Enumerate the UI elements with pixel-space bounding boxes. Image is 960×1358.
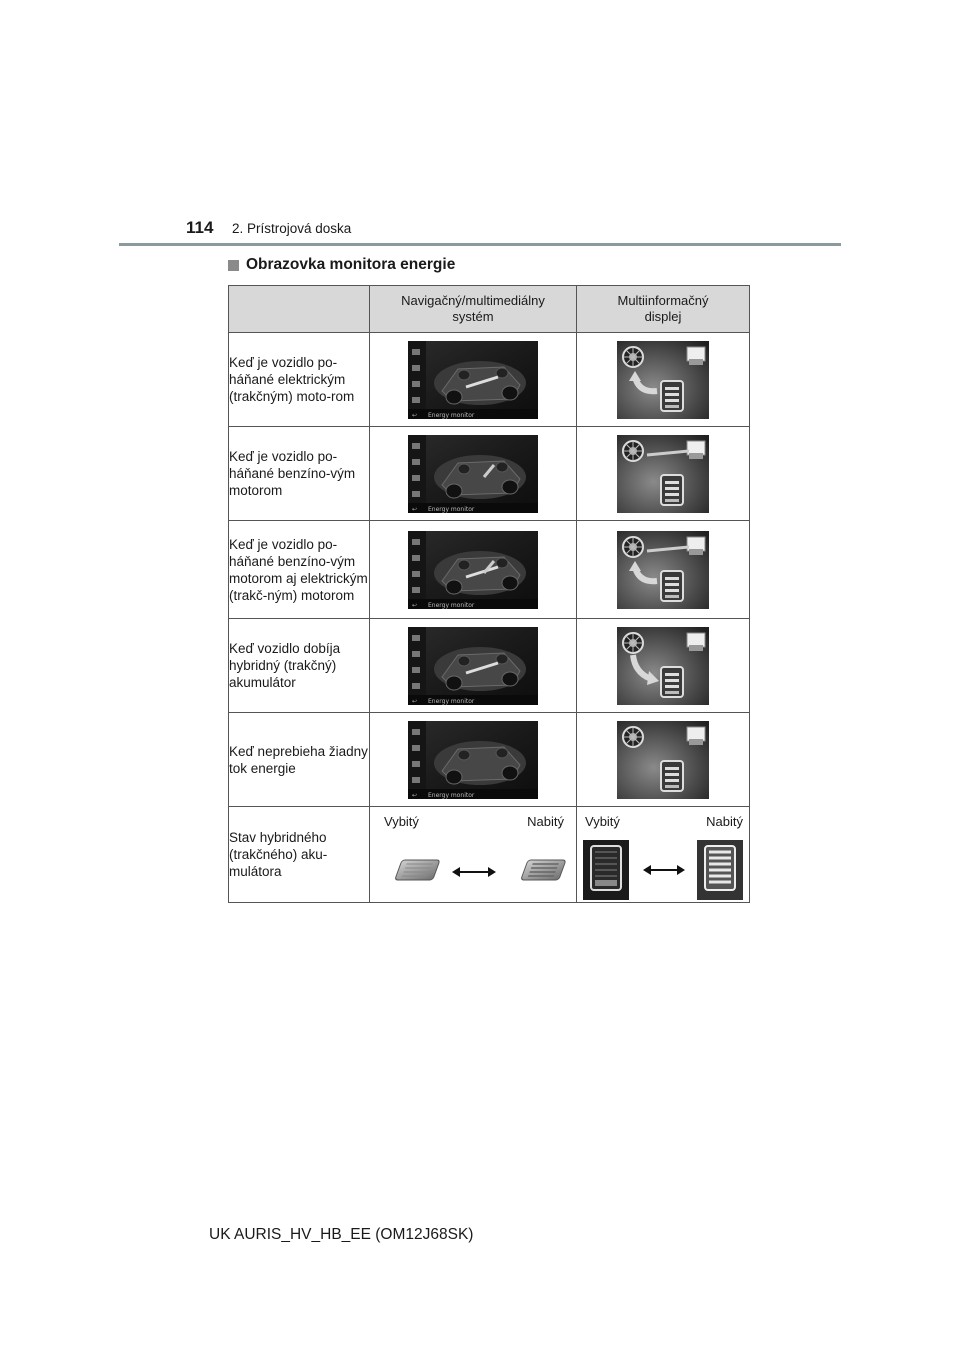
header-blank (229, 286, 370, 333)
table-row (229, 619, 750, 713)
svg-text:↩: ↩ (412, 791, 418, 799)
table-row (229, 333, 750, 427)
mid-battery-graphic (577, 838, 749, 900)
mid-empty-label: Vybitý (585, 813, 620, 829)
mid-battery-cell (577, 807, 750, 903)
header-nav-system: Navigačný/multimediálny systém (370, 286, 577, 333)
nav-screen-caption: Energy monitor (428, 791, 475, 799)
mid-screen-cell (577, 619, 750, 713)
table-row (229, 521, 750, 619)
row-label: Keď je vozidlo po-háňané benzíno-vým motorom (229, 427, 370, 521)
row-label: Stav hybridného (trakčného) aku-mulátora (229, 807, 370, 903)
table-row (229, 713, 750, 807)
nav-screen-caption: Energy monitor (428, 697, 475, 705)
mid-screen-cell (577, 427, 750, 521)
double-arrow-icon (452, 867, 496, 877)
svg-text:↩: ↩ (412, 697, 418, 705)
page-number: 114 (186, 218, 214, 237)
mid-full-label: Nabitý (706, 813, 743, 829)
section-heading (228, 256, 455, 274)
battery-empty-icon (395, 860, 440, 880)
mid-battery-full-icon (697, 840, 743, 900)
mid-energy-screen (617, 627, 709, 705)
battery-full-icon (521, 860, 566, 880)
square-bullet-icon (228, 260, 239, 271)
table-row (229, 427, 750, 521)
chapter-title: 2. Prístrojová doska (232, 221, 352, 236)
nav-energy-screen (408, 721, 538, 799)
svg-text:↩: ↩ (412, 601, 418, 609)
battery-row (229, 807, 750, 903)
row-label: Keď je vozidlo po-háňané benzíno-vým motorom aj elektrickým (trakč-ným) motorom (229, 521, 370, 619)
nav-energy-screen (408, 435, 538, 513)
nav-screen-cell (370, 619, 577, 713)
nav-energy-screen (408, 627, 538, 705)
table-header-row (229, 286, 750, 333)
header-rule (119, 243, 841, 246)
mid-battery-empty-icon (583, 840, 629, 900)
nav-screen-caption: Energy monitor (428, 601, 475, 609)
nav-screen-cell (370, 333, 577, 427)
mid-energy-screen (617, 531, 709, 609)
row-label: Keď neprebieha žiadny tok energie (229, 713, 370, 807)
nav-energy-screen (408, 531, 538, 609)
mid-screen-cell (577, 521, 750, 619)
nav-full-label: Nabitý (527, 813, 564, 829)
nav-empty-label: Vybitý (384, 813, 419, 829)
mid-screen-cell (577, 713, 750, 807)
nav-screen-cell (370, 521, 577, 619)
mid-energy-screen (617, 721, 709, 799)
nav-battery-graphic (370, 840, 576, 900)
document-id: UK AURIS_HV_HB_EE (OM12J68SK) (209, 1226, 474, 1243)
row-label: Keď vozidlo dobíja hybridný (trakčný) akumulátor (229, 619, 370, 713)
mid-screen-cell (577, 333, 750, 427)
nav-screen-cell (370, 427, 577, 521)
mid-energy-screen (617, 435, 709, 513)
svg-text:↩: ↩ (412, 505, 418, 513)
nav-battery-cell (370, 807, 577, 903)
nav-screen-caption: Energy monitor (428, 411, 475, 419)
svg-text:↩: ↩ (412, 411, 418, 419)
energy-monitor-table (228, 285, 750, 903)
nav-energy-screen (408, 341, 538, 419)
mid-double-arrow-icon (643, 865, 685, 875)
row-label: Keď je vozidlo po-háňané elektrickým (trakčným) moto-rom (229, 333, 370, 427)
section-title: Obrazovka monitora energie (246, 256, 456, 273)
nav-screen-caption: Energy monitor (428, 505, 475, 513)
nav-screen-cell (370, 713, 577, 807)
header-multi-display: Multiinformačný displej (577, 286, 750, 333)
mid-energy-screen (617, 341, 709, 419)
